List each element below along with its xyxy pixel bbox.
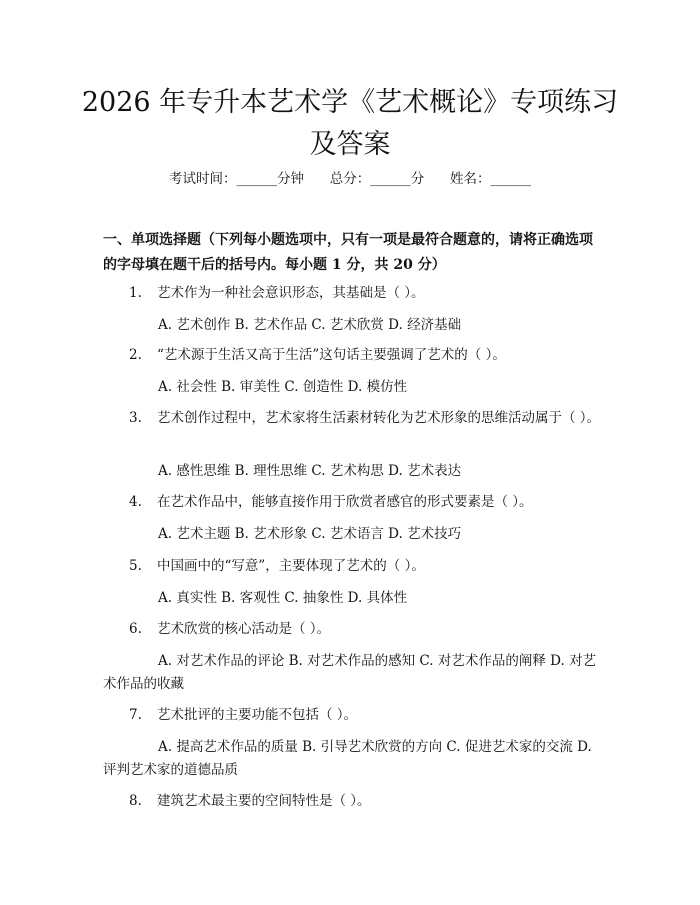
- question-item: [103, 790, 601, 813]
- question-options: A. 艺术主题 B. 艺术形象 C. 艺术语言 D. 艺术技巧: [158, 526, 462, 542]
- question-item: [103, 618, 601, 641]
- question-text: 艺术欣赏的核心活动是（ ）。: [157, 621, 331, 637]
- question-text: 中国画中的“写意”，主要体现了艺术的（ ）。: [157, 558, 425, 574]
- question-item: [103, 407, 601, 430]
- question-number: 2.: [129, 347, 142, 363]
- question-item: [103, 491, 601, 514]
- total-score-field: 总分：______分: [329, 171, 425, 187]
- question-options: A. 感性思维 B. 理性思维 C. 艺术构思 D. 艺术表达: [158, 463, 462, 479]
- section-heading: 一、单项选择题（下列每小题选项中，只有一项是最符合题意的，请将正确选项的字母填在题干后的括号内。每小题 1 分，共 20 分）: [103, 232, 593, 273]
- question-text: 建筑艺术最主要的空间特性是（ ）。: [157, 793, 371, 809]
- question-number: 6.: [129, 621, 142, 637]
- question-options: A. 对艺术作品的评论 B. 对艺术作品的感知 C. 对艺术作品的阐释 D. 对艺术作品的收藏: [103, 653, 597, 692]
- name-field: 姓名：______: [450, 171, 531, 187]
- question-number: 8.: [129, 793, 142, 809]
- question-text: 艺术作为一种社会意识形态，其基础是（ ）。: [157, 285, 425, 301]
- question-item: [103, 282, 601, 305]
- question-number: 7.: [129, 707, 142, 723]
- question-number: 5.: [129, 558, 142, 574]
- question-text: 在艺术作品中，能够直接作用于欣赏者感官的形式要素是（ ）。: [157, 494, 533, 510]
- question-options: A. 社会性 B. 审美性 C. 创造性 D. 模仿性: [158, 379, 408, 395]
- document-title: 2026 年专升本艺术学《艺术概论》专项练习及答案: [81, 87, 619, 160]
- exam-meta: [0, 167, 700, 187]
- question-number: 4.: [129, 494, 142, 510]
- question-text: “艺术源于生活又高于生活”这句话主要强调了艺术的（ ）。: [157, 347, 506, 363]
- question-item: [103, 555, 601, 578]
- question-number: 3.: [129, 410, 142, 426]
- question-text: 艺术批评的主要功能不包括（ ）。: [157, 707, 358, 723]
- question-item: [103, 704, 601, 727]
- exam-time-field: 考试时间：______分钟: [169, 171, 304, 187]
- question-text: 艺术创作过程中，艺术家将生活素材转化为艺术形象的思维活动属于（ ）。: [157, 410, 601, 426]
- question-options: A. 真实性 B. 客观性 C. 抽象性 D. 具体性: [158, 590, 408, 606]
- question-options: A. 艺术创作 B. 艺术作品 C. 艺术欣赏 D. 经济基础: [158, 317, 462, 333]
- question-number: 1.: [129, 285, 142, 301]
- question-options: A. 提高艺术作品的质量 B. 引导艺术欣赏的方向 C. 促进艺术家的交流 D. 评判艺术家的道德品质: [103, 739, 592, 778]
- question-item: [103, 344, 601, 367]
